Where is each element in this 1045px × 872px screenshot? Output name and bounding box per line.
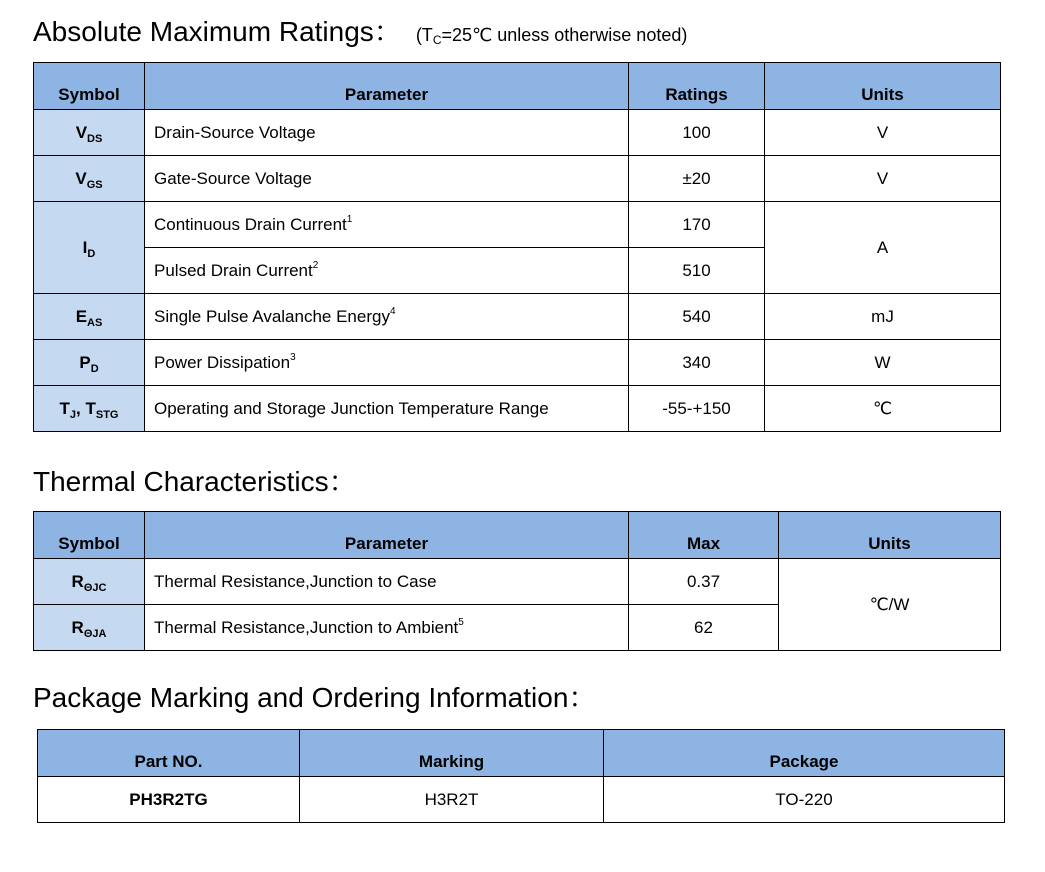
parameter-cell: Single Pulse Avalanche Energy$^4$: [145, 294, 629, 340]
unit-cell: ℃/W: [779, 559, 1001, 651]
rating-cell: 540: [629, 294, 765, 340]
max-cell: 0.37: [629, 559, 779, 605]
symbol-cell: $V_{DS}$: [34, 110, 145, 156]
header-part-no: Part NO.: [38, 730, 300, 777]
max-cell: 62: [629, 605, 779, 651]
table-row: [34, 156, 1001, 202]
abs-max-table: [33, 62, 1001, 432]
parameter-cell: Power Dissipation$^3$: [145, 340, 629, 386]
symbol-cell: $T_J$, $T_{STG}$: [34, 386, 145, 432]
parameter-cell: Thermal Resistance,Junction to Ambient$^5$: [145, 605, 629, 651]
unit-cell: ℃: [765, 386, 1001, 432]
table-row: [34, 294, 1001, 340]
header-package: Package: [604, 730, 1005, 777]
symbol-cell: $I_D$: [34, 202, 145, 294]
rating-cell: 510: [629, 248, 765, 294]
header-units: Units: [765, 63, 1001, 110]
header-ratings: Ratings: [629, 63, 765, 110]
marking-cell: H3R2T: [300, 777, 604, 823]
table-row: [34, 340, 1001, 386]
table-header-row: [34, 63, 1001, 110]
package-table: [37, 729, 1005, 823]
header-symbol: Symbol: [34, 63, 145, 110]
header-symbol: Symbol: [34, 512, 145, 559]
symbol-cell: $V_{GS}$: [34, 156, 145, 202]
symbol-cell: $P_D$: [34, 340, 145, 386]
parameter-cell: Drain-Source Voltage: [145, 110, 629, 156]
rating-cell: ±20: [629, 156, 765, 202]
unit-cell: W: [765, 340, 1001, 386]
header-marking: Marking: [300, 730, 604, 777]
parameter-cell: Gate-Source Voltage: [145, 156, 629, 202]
unit-cell: A: [765, 202, 1001, 294]
parameter-cell: Continuous Drain Current$^1$: [145, 202, 629, 248]
unit-cell: V: [765, 156, 1001, 202]
part-number-cell: PH3R2TG: [38, 777, 300, 823]
rating-cell: 340: [629, 340, 765, 386]
unit-cell: V: [765, 110, 1001, 156]
table-header-row: [34, 512, 1001, 559]
table-row: [38, 777, 1005, 823]
parameter-cell: Thermal Resistance,Junction to Case: [145, 559, 629, 605]
symbol-cell: $R_{\Theta JA}$: [34, 605, 145, 651]
table-row: [34, 202, 1001, 248]
abs-max-title: Absolute Maximum Ratings： ($T_C=25℃$ unless otherwise noted): [33, 16, 688, 47]
table-row: [34, 386, 1001, 432]
thermal-title: Thermal Characteristics：: [33, 466, 357, 497]
symbol-cell: $R_{\Theta JC}$: [34, 559, 145, 605]
abs-max-condition-note: ($T_C=25℃$ unless otherwise noted): [415, 25, 688, 47]
header-max: Max: [629, 512, 779, 559]
thermal-table: [33, 511, 1001, 651]
table-row: [34, 559, 1001, 605]
package-title: Package Marking and Ordering Information：: [33, 682, 597, 713]
table-row: [34, 110, 1001, 156]
symbol-cell: $E_{AS}$: [34, 294, 145, 340]
parameter-cell: Operating and Storage Junction Temperature Range: [145, 386, 629, 432]
parameter-cell: Pulsed Drain Current$^2$: [145, 248, 629, 294]
rating-cell: 170: [629, 202, 765, 248]
unit-cell: mJ: [765, 294, 1001, 340]
rating-cell: -55-+150: [629, 386, 765, 432]
header-units: Units: [779, 512, 1001, 559]
rating-cell: 100: [629, 110, 765, 156]
table-header-row: [38, 730, 1005, 777]
header-parameter: Parameter: [145, 512, 629, 559]
package-cell: TO-220: [604, 777, 1005, 823]
header-parameter: Parameter: [145, 63, 629, 110]
